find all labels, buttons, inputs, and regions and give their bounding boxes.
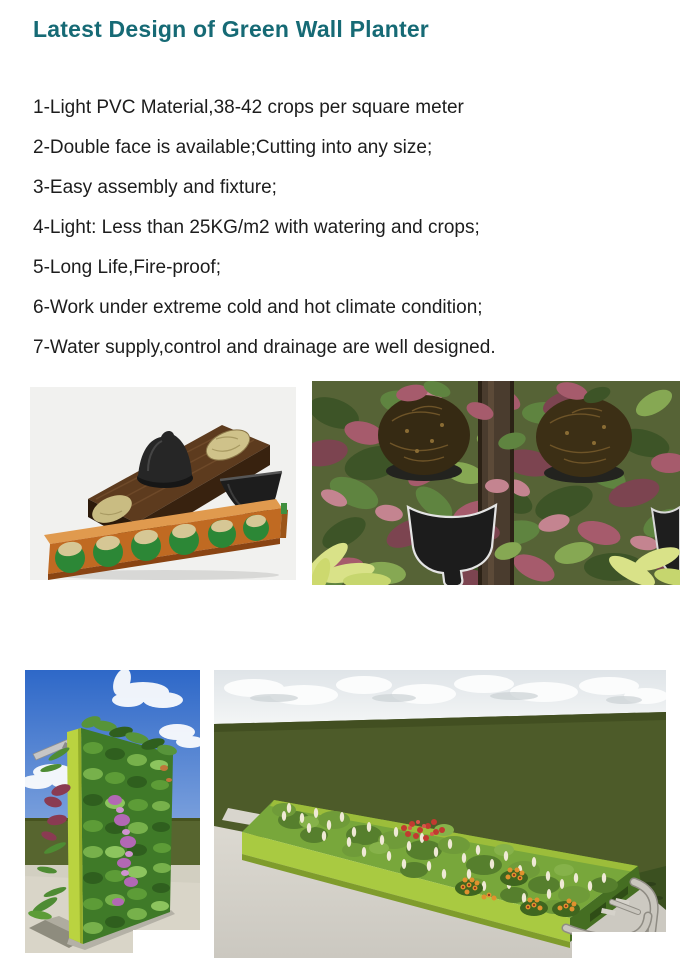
planter-rail-components-art [30, 387, 296, 580]
page-title: Latest Design of Green Wall Planter [33, 16, 429, 42]
feature-item-5: 5-Long Life,Fire-proof; [33, 257, 221, 278]
green-wall-panel [67, 728, 175, 950]
green-wall-render [25, 670, 200, 953]
green-wall-closeup-art [312, 381, 680, 585]
feature-item-1: 1-Light PVC Material,38-42 crops per square meter [33, 97, 464, 118]
rooftop-planter-bed-render [214, 670, 666, 958]
green-wall-closeup-photo [312, 381, 680, 585]
scan-notch [133, 930, 200, 953]
feature-list [33, 88, 496, 368]
planter-rail-components-photo [30, 387, 296, 580]
feature-item-2: 2-Double face is available;Cutting into any size; [33, 137, 433, 158]
feature-item-6: 6-Work under extreme cold and hot climate condition; [33, 297, 483, 318]
rooftop-planter-bed-art [214, 670, 666, 958]
scan-notch [572, 932, 666, 958]
feature-item-4: 4-Light: Less than 25KG/m2 with watering and crops; [33, 217, 480, 238]
green-wall-render-art [25, 670, 200, 953]
feature-item-7: 7-Water supply,control and drainage are well designed. [33, 337, 496, 358]
feature-item-3: 3-Easy assembly and fixture; [33, 177, 277, 198]
